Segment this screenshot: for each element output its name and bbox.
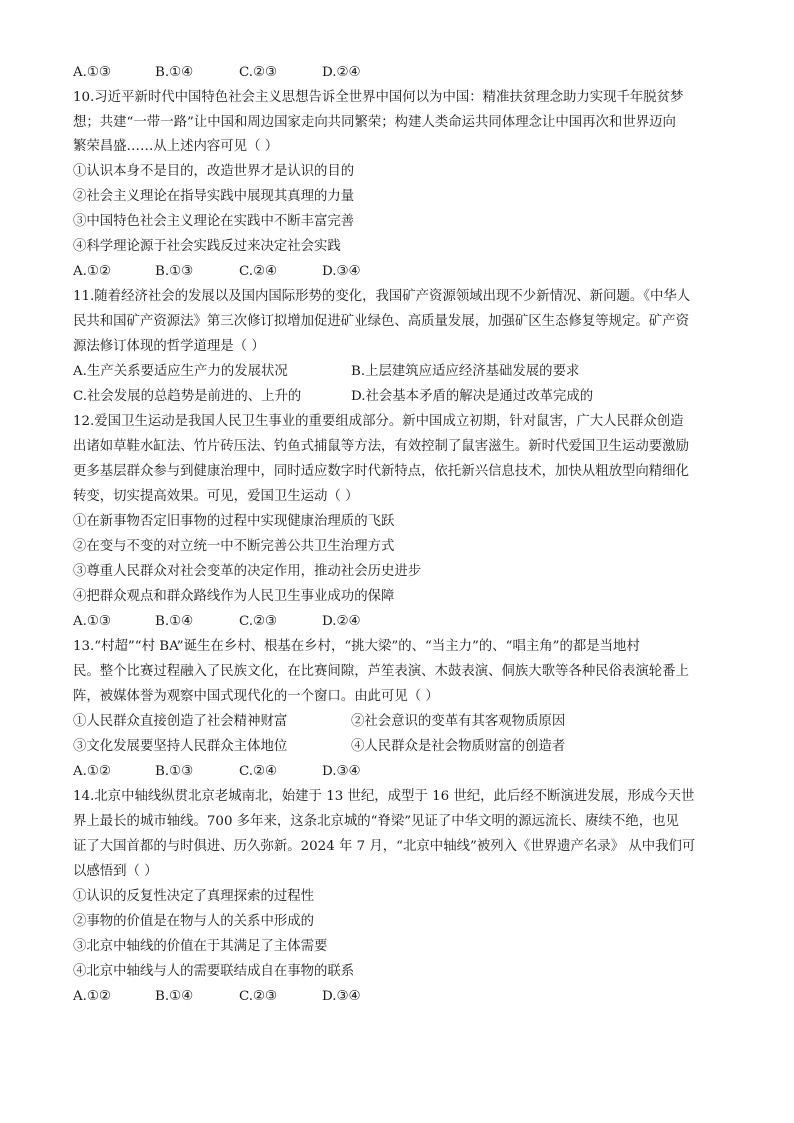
q13-option-c: C.②④ [239, 764, 278, 779]
q11-options-row [73, 388, 733, 406]
q12-stem-line: 转变，切实提高效果。可见，爱国卫生运动（ ） [73, 489, 359, 504]
q13-stem-line: 13.“村超”“村 BA”诞生在乡村、根基在乡村，“挑大梁”的、“当主力”的、“唱主角”的都是当地村 [73, 639, 640, 654]
q13-option-b: B.①③ [155, 764, 194, 779]
q13-item: ③文化发展要坚持人民群众主体地位 [73, 739, 288, 754]
q10-stem-line: 想；共建“一带一路”让中国和周边国家走向共同繁荣；构建人类命运共同体理念让中国再次和世界迈向 [73, 115, 676, 130]
q10-stem-line: 10.习近平新时代中国特色社会主义思想告诉全世界中国何以为中国：精准扶贫理念助力实现千年脱贫梦 [73, 90, 684, 105]
q10-item: ②社会主义理论在指导实践中展现其真理的力量 [73, 189, 355, 204]
q12-stem-line: 出诸如草鞋水缸法、竹片砖压法、钓鱼式捕鼠等方法，有效控制了鼠害滋生。新时代爱国卫生运动要激励 [73, 439, 689, 454]
q10-option-d: D.③④ [322, 264, 361, 279]
q14-stem-line: 证了大国首都的与时俱进、历久弥新。2024 年 7 月，“北京中轴线”被列入《世界遗产名录》 从中我们可 [73, 839, 696, 854]
q11-option-b: B.上层建筑应适应经济基础发展的要求 [351, 364, 580, 379]
q10-stem-line: 繁荣昌盛……从上述内容可见（ ） [73, 139, 279, 154]
q10-option-c: C.②④ [239, 264, 278, 279]
q14-item: ①认识的反复性决定了真理探索的过程性 [73, 889, 315, 904]
q13-stem-line: 民。整个比赛过程融入了民族文化，在比赛间隙，芦笙表演、木鼓表演、侗族大歌等各种民俗表演轮番上 [73, 664, 689, 679]
q11-stem-line: 11.随着经济社会的发展以及国内国际形势的变化，我国矿产资源领域出现不少新情况、新问题。《中华人 [73, 289, 691, 304]
q13-items-row [73, 713, 733, 731]
q11-stem-line: 源法修订体现的哲学道理是（ ） [73, 339, 265, 354]
q14-stem-line: 14.北京中轴线纵贯北京老城南北，始建于 13 世纪，成型于 16 世纪，此后经不断演进发展，形成今天世 [73, 789, 695, 804]
q14-option-a: A.①② [73, 989, 111, 1004]
q12-options [73, 613, 733, 631]
q12-item: ②在变与不变的对立统一中不断完善公共卫生治理方式 [73, 539, 395, 554]
q12-option-a: A.①③ [73, 614, 111, 629]
q11-option-d: D.社会基本矛盾的解决是通过改革完成的 [351, 389, 594, 404]
q14-stem-line: 以感悟到（ ） [73, 864, 158, 879]
q9-options [73, 64, 733, 82]
q9-option-b: B.①④ [155, 65, 194, 80]
q10-option-b: B.①③ [155, 264, 194, 279]
q13-option-d: D.③④ [322, 764, 361, 779]
q9-option-c: C.②③ [239, 65, 278, 80]
q11-options-row [73, 363, 733, 381]
q12-stem-line: 12.爱国卫生运动是我国人民卫生事业的重要组成部分。新中国成立初期，针对鼠害，广大人民群众创造 [73, 414, 684, 429]
q13-items-row [73, 738, 733, 756]
q14-stem-line: 界上最长的城市轴线。700 多年来，这条北京城的“脊梁”见证了中华文明的源远流长、赓续不绝，也见 [73, 814, 679, 829]
q14-item: ④北京中轴线与人的需要联结成自在事物的联系 [73, 964, 355, 979]
q12-item: ③尊重人民群众对社会变革的决定作用，推动社会历史进步 [73, 564, 422, 579]
q14-option-d: D.③④ [322, 989, 361, 1004]
q12-stem-line: 更多基层群众参与到健康治理中，同时适应数字时代新特点，依托新兴信息技术，加快从粗放型向精细化 [73, 464, 689, 479]
q12-item: ④把群众观点和群众路线作为人民卫生事业成功的保障 [73, 589, 395, 604]
q13-options [73, 763, 733, 781]
q9-option-d: D.②④ [322, 65, 361, 80]
q12-option-d: D.②④ [322, 614, 361, 629]
q13-item: ④人民群众是社会物质财富的创造者 [351, 739, 566, 754]
q13-item: ②社会意识的变革有其客观物质原因 [351, 714, 566, 729]
q12-item: ①在新事物否定旧事物的过程中实现健康治理质的飞跃 [73, 514, 395, 529]
q13-stem-line: 阵，被媒体誉为观察中国式现代化的一个窗口。由此可见（ ） [73, 689, 439, 704]
q11-option-a: A.生产关系要适应生产力的发展状况 [73, 364, 288, 379]
q13-item: ①人民群众直接创造了社会精神财富 [73, 714, 288, 729]
q14-options [73, 988, 733, 1006]
q10-options [73, 263, 733, 281]
q10-item: ①认识本身不是目的，改造世界才是认识的目的 [73, 164, 355, 179]
q11-option-c: C.社会发展的总趋势是前进的、上升的 [73, 389, 302, 404]
q14-item: ③北京中轴线的价值在于其满足了主体需要 [73, 939, 328, 954]
q10-item: ④科学理论源于社会实践反过来决定社会实践 [73, 239, 341, 254]
q14-option-b: B.①④ [155, 989, 194, 1004]
q14-option-c: C.②③ [239, 989, 278, 1004]
q12-option-c: C.②③ [239, 614, 278, 629]
q10-item: ③中国特色社会主义理论在实践中不断丰富完善 [73, 214, 355, 229]
q14-item: ②事物的价值是在物与人的关系中形成的 [73, 914, 315, 929]
q13-option-a: A.①② [73, 764, 111, 779]
q12-option-b: B.①④ [155, 614, 194, 629]
q9-option-a: A.①③ [73, 65, 111, 80]
q10-option-a: A.①② [73, 264, 111, 279]
q11-stem-line: 民共和国矿产资源法》第三次修订拟增加促进矿业绿色、高质量发展，加强矿区生态修复等规定。矿产资 [73, 314, 689, 329]
